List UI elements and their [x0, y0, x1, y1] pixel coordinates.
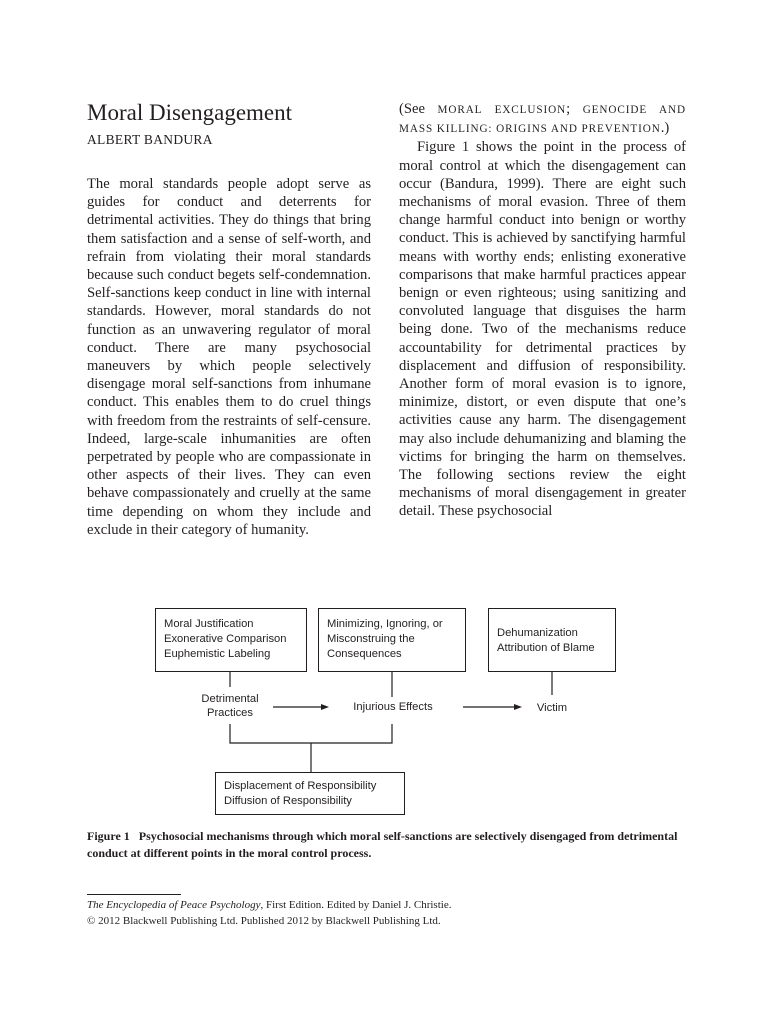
article-title: Moral Disengagement	[87, 100, 293, 125]
box-dehumanization	[488, 608, 616, 672]
footnote-line1-rest: , First Edition. Edited by Daniel J. Christie.	[260, 899, 452, 911]
see-also-ref-1[interactable]: MORAL EXCLUSION	[437, 104, 567, 116]
footnote-line1	[87, 898, 687, 914]
arrowhead-1	[321, 704, 329, 710]
right-column	[399, 100, 686, 521]
figure-intro-paragraph: Figure 1 shows the point in the process of moral control at which the disengagement can occur (Bandura, 1999). There are eight such mechanisms of moral evasion. Three of them change harmful conduct into benign or worthy conduct. This is achieved by sanctifying harmful means with worthy ends; enlisting exonerative comparisons that make harmful practices appear benign or even righteous; using sanitizing and convoluted language that disguises the harm being done. Two of the mechanisms reduce accountability for detrimental practices by displacement and diffusion of responsibility. Another form of moral evasion is to ignore, minimize, distort, or even dispute that one’s activities cause any harm. The disengagement may also include dehumanizing and blaming the victims for bringing the harm on themselves. The following sections review the eight mechanisms of moral disengagement in greater detail. These psychosocial	[399, 139, 686, 520]
see-also-separator: ;	[566, 101, 583, 117]
see-also-suffix: .)	[660, 120, 670, 137]
intro-paragraph: The moral standards people adopt serve as guides for conduct and deterrents for detrimental activities. They do things that bring them satisfaction and a sense of self-worth, and refrain from violating their moral standards because such conduct begets self-condemnation. Self-sanctions keep conduct in line with internal standards. However, moral standards do not function as an unwavering regulator of moral conduct. There are many psychosocial maneuvers by which people selectively disengage moral self-sanctions from inhumane conduct. This enables them to do cruel things with freedom from the restraints of self-censure. Indeed, large-scale inhumanities are often perpetrated by people who are compassionate in other aspects of their lives. They can even behave compassionately and cruelly at the same time depending on whom they include and exclude in their category of humanity.	[87, 176, 371, 538]
box2-line2: Misconstruing the	[327, 633, 415, 645]
footnote-divider	[87, 894, 181, 895]
node-victim: Victim	[536, 702, 568, 714]
practices-line2: Practices	[206, 707, 253, 719]
figure-caption	[87, 828, 687, 862]
arrowhead-2	[514, 704, 522, 710]
box4-line1: Displacement of Responsibility	[224, 780, 377, 792]
caption-label: Figure 1	[87, 829, 130, 843]
box1-line2: Exonerative Comparison	[164, 633, 287, 645]
box4-line2: Diffusion of Responsibility	[224, 795, 352, 807]
left-column	[87, 100, 371, 539]
bracket-practices-effects	[230, 724, 392, 743]
box2-line3: Consequences	[327, 648, 402, 660]
box3-line1: Dehumanization	[497, 627, 578, 639]
see-also-prefix: (See	[399, 101, 438, 117]
node-injurious-effects: Injurious Effects	[353, 701, 433, 713]
see-also-note	[399, 100, 686, 138]
box1-line3: Euphemistic Labeling	[164, 648, 271, 660]
footnote	[87, 898, 687, 929]
box3-line2: Attribution of Blame	[497, 642, 595, 654]
node-detrimental-practices	[184, 692, 276, 720]
caption-text: Psychosocial mechanisms through which moral self-sanctions are selectively disengaged from detrimental conduct at different points in the moral control process.	[87, 829, 678, 860]
box1-line1: Moral Justification	[164, 618, 254, 630]
box-moral-justification	[155, 608, 307, 672]
book-title: The Encyclopedia of Peace Psychology	[87, 899, 261, 911]
box-minimizing-consequences	[318, 608, 466, 672]
see-also-ref-2[interactable]: GENOCIDE AND MASS KILLING: ORIGINS AND PREVENTION	[399, 104, 686, 136]
box2-line1: Minimizing, Ignoring, or	[327, 618, 443, 630]
figure-1-diagram	[148, 605, 628, 820]
footnote-line2: © 2012 Blackwell Publishing Ltd. Published 2012 by Blackwell Publishing Ltd.	[87, 914, 441, 927]
practices-line1: Detrimental	[201, 693, 259, 705]
author-name: ALBERT BANDURA	[87, 132, 213, 147]
box-displacement-responsibility	[215, 772, 405, 815]
